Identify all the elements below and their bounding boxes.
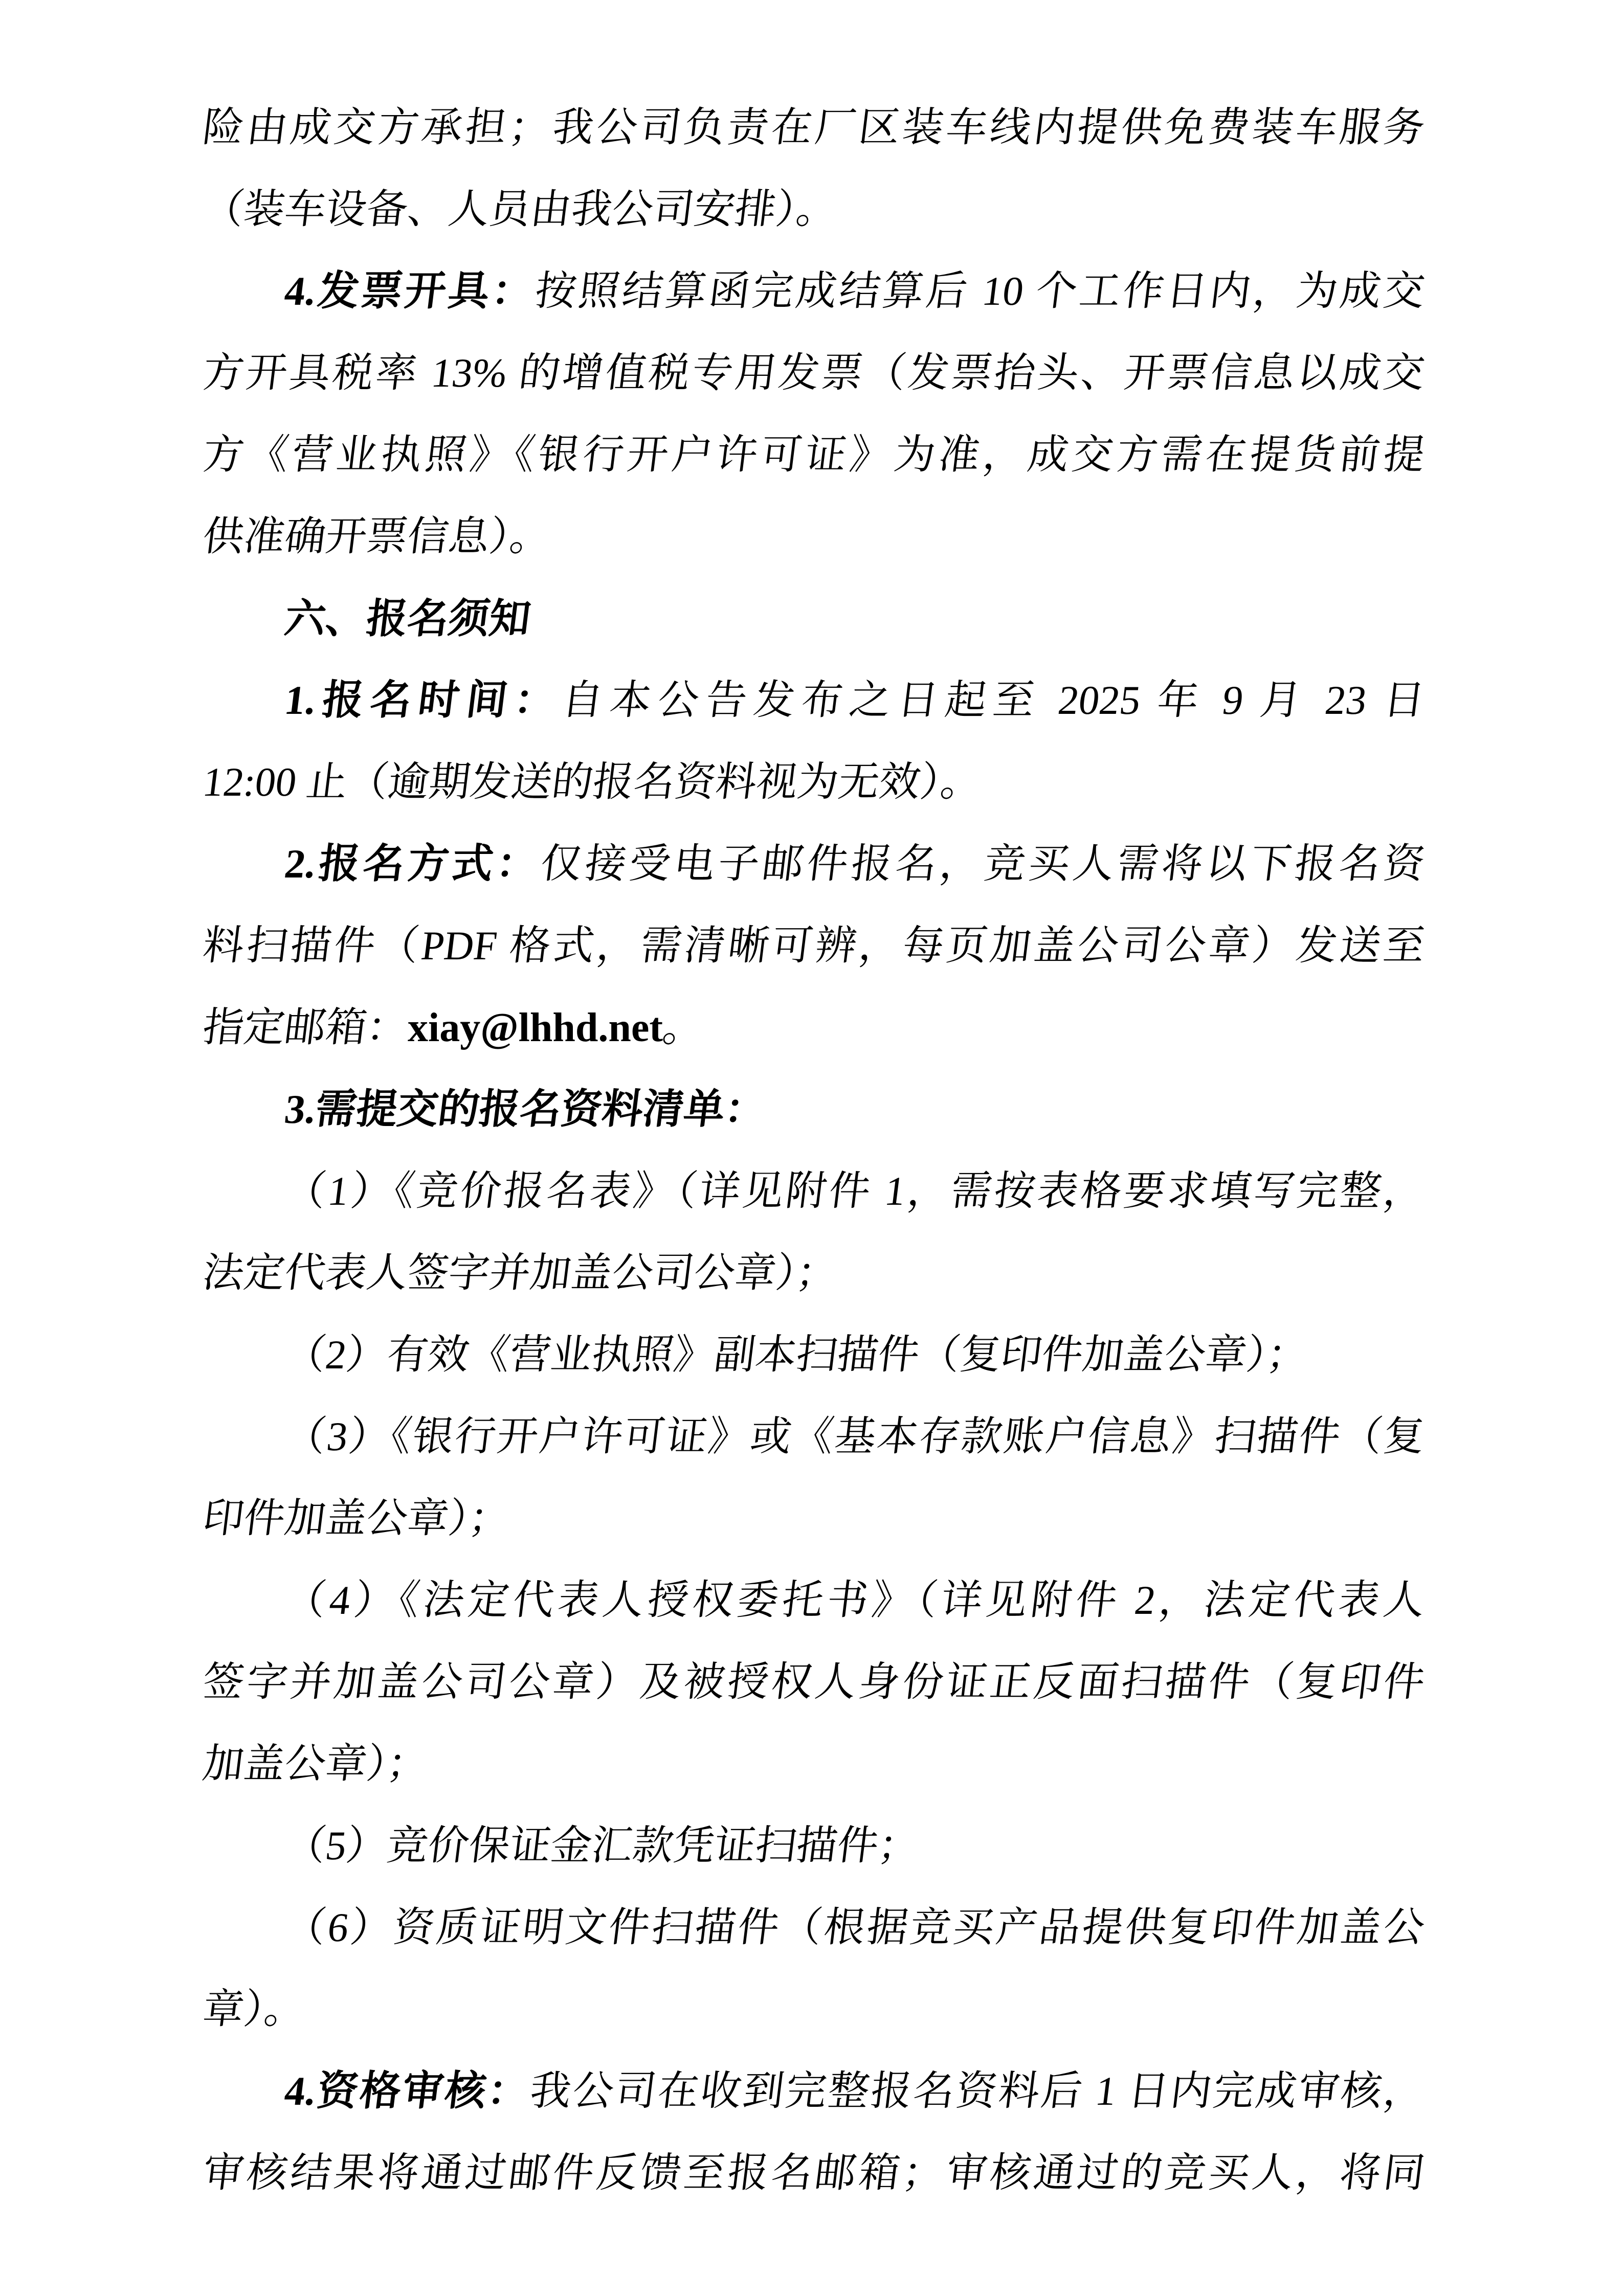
doc-line-24 (198, 1969, 1430, 2051)
doc-line-19 (198, 1560, 1430, 1641)
doc-line-15-text: 法定代表人签字并加盖公司公章）； (200, 1251, 840, 1296)
doc-line-6 (198, 496, 1430, 578)
doc-line-8-text: 自本公告发布之日起至 2025 年 9 月 23 日 (559, 678, 1428, 723)
doc-line-6-text: 供准确开票信息）。 (200, 514, 554, 559)
doc-line-9-text: 12:00 止（逾期发送的报名资料视为无效）。 (200, 760, 985, 805)
doc-line-14 (198, 1151, 1430, 1232)
email-address: xiay@lhhd.net (408, 1005, 663, 1050)
doc-line-5-text: 方《营业执照》《银行开户许可证》为准，成交方需在提货前提 (200, 433, 1428, 478)
qualification-review-label: 4.资格审核： (282, 2069, 533, 2114)
section-heading-line (198, 578, 1430, 660)
doc-line-2-text: （装车设备、人员由我公司安排）。 (200, 187, 840, 232)
doc-line-25-text: 我公司在收到完整报名资料后 1 日内完成审核， (527, 2069, 1428, 2114)
email-label: 指定邮箱： (200, 1005, 411, 1050)
doc-line-22-text: （5）竞价保证金汇款凭证扫描件； (282, 1824, 922, 1869)
doc-line-17 (198, 1396, 1430, 1478)
doc-line-3 (198, 251, 1430, 332)
doc-line-18-text: 印件加盖公章）； (200, 1496, 513, 1541)
doc-line-23-text: （6）资质证明文件扫描件（根据竞买产品提供复印件加盖公 (282, 1905, 1428, 1950)
doc-line-15 (198, 1232, 1430, 1314)
doc-line-4 (198, 332, 1430, 414)
doc-line-2 (198, 169, 1430, 251)
doc-line-12 (198, 987, 1430, 1069)
doc-line-22 (198, 1805, 1430, 1887)
section-heading: 六、报名须知 (282, 596, 533, 641)
doc-line-12-period: 。 (660, 1005, 707, 1050)
doc-line-16 (198, 1314, 1430, 1396)
doc-line-21-text: 加盖公章）； (200, 1742, 431, 1787)
doc-line-14-text: （1）《竞价报名表》（详见附件 1，需按表格要求填写完整， (282, 1169, 1428, 1214)
doc-line-20-text: 签字并加盖公司公章）及被授权人身份证正反面扫描件（复印件 (200, 1660, 1428, 1705)
doc-line-13 (198, 1069, 1430, 1151)
signup-time-label: 1.报名时间： (282, 678, 565, 723)
doc-line-10-text: 仅接受电子邮件报名，竞买人需将以下报名资 (538, 842, 1428, 887)
doc-line-23 (198, 1887, 1430, 1969)
doc-line-1 (198, 87, 1430, 169)
doc-line-26 (198, 2132, 1430, 2214)
doc-line-18 (198, 1478, 1430, 1560)
doc-line-17-text: （3）《银行开户许可证》或《基本存款账户信息》扫描件（复 (282, 1414, 1428, 1459)
doc-line-26-text: 审核结果将通过邮件反馈至报名邮箱；审核通过的竞买人，将同 (200, 2151, 1428, 2196)
doc-line-9 (198, 741, 1430, 823)
doc-line-25 (198, 2051, 1430, 2132)
doc-line-5 (198, 414, 1430, 496)
doc-line-24-text: 章）。 (200, 1987, 308, 2032)
doc-line-19-text: （4）《法定代表人授权委托书》（详见附件 2，法定代表人 (282, 1578, 1428, 1623)
doc-line-8 (198, 660, 1430, 741)
signup-method-label: 2.报名方式： (282, 842, 544, 887)
doc-line-21 (198, 1723, 1430, 1805)
doc-line-10 (198, 823, 1430, 905)
doc-line-1-text: 险由成交方承担；我公司负责在厂区装车线内提供免费装车服务 (200, 105, 1428, 150)
invoice-issue-label: 4.发票开具： (282, 269, 538, 314)
doc-line-11-text: 料扫描件（PDF 格式，需清晰可辨，每页加盖公司公章）发送至 (200, 924, 1428, 969)
doc-line-4-text: 方开具税率 13% 的增值税专用发票（发票抬头、开票信息以成交 (200, 351, 1428, 396)
materials-list-label: 3.需提交的报名资料清单： (282, 1087, 769, 1132)
doc-line-20 (198, 1641, 1430, 1723)
doc-line-16-text: （2）有效《营业执照》副本扫描件（复印件加盖公章）； (282, 1333, 1311, 1378)
document-text-block (200, 87, 1428, 2214)
doc-line-11 (198, 905, 1430, 987)
doc-line-3-text: 按照结算函完成结算后 10 个工作日内，为成交 (532, 269, 1428, 314)
